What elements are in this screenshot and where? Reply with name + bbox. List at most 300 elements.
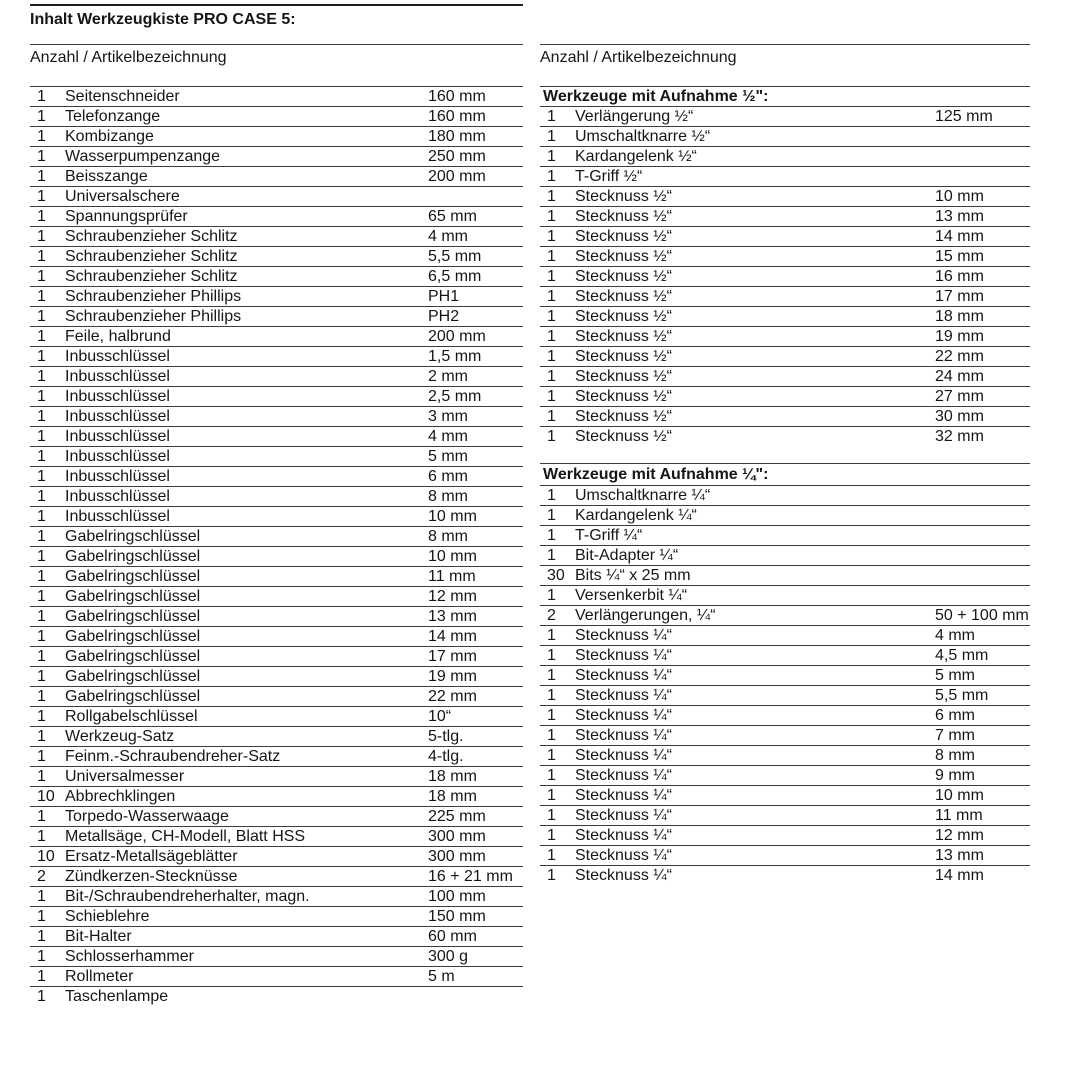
cell-name: Abbrechklingen — [65, 788, 176, 805]
table-row — [540, 326, 1030, 346]
cell-name: Stecknuss ½“ — [575, 328, 672, 345]
cell-size: 17 mm — [935, 287, 984, 305]
cell-qty: 1 — [547, 147, 556, 165]
table-row — [540, 865, 1030, 885]
cell-name: Stecknuss ¼“ — [575, 667, 672, 684]
cell-size: 225 mm — [428, 807, 486, 825]
quarter-inch-section-header — [540, 463, 1030, 485]
table-row — [30, 406, 523, 426]
table-row — [540, 106, 1030, 126]
cell-name: Schraubenzieher Schlitz — [65, 228, 238, 245]
table-row — [30, 786, 523, 806]
cell-name: Schraubenzieher Phillips — [65, 308, 242, 325]
cell-name: Rollmeter — [65, 968, 134, 985]
cell-name: Stecknuss ¼“ — [575, 747, 672, 764]
cell-size: 13 mm — [935, 207, 984, 225]
cell-name: Stecknuss ½“ — [575, 428, 672, 445]
cell-name: Stecknuss ½“ — [575, 348, 672, 365]
cell-name: Seitenschneider — [65, 88, 180, 105]
cell-qty: 1 — [37, 507, 46, 525]
section-header-label: Werkzeuge mit Aufnahme ¼": — [543, 465, 769, 483]
cell-size: 12 mm — [428, 587, 477, 605]
table-row — [540, 286, 1030, 306]
cell-name: Versenkerbit ¼“ — [575, 587, 688, 604]
cell-name: Stecknuss ½“ — [575, 388, 672, 405]
cell-qty: 2 — [547, 606, 556, 624]
cell-name: Stecknuss ¼“ — [575, 647, 672, 664]
cell-name: Universalschere — [65, 188, 180, 205]
table-row — [30, 766, 523, 786]
cell-name: Werkzeug-Satz — [65, 728, 175, 745]
table-row — [540, 725, 1030, 745]
cell-size: 4 mm — [428, 227, 468, 245]
cell-name: Inbusschlüssel — [65, 388, 170, 405]
cell-qty: 1 — [547, 846, 556, 864]
cell-qty: 1 — [37, 967, 46, 985]
cell-size: 22 mm — [935, 347, 984, 365]
cell-qty: 1 — [37, 667, 46, 685]
cell-name: Taschenlampe — [65, 988, 169, 1005]
cell-name: Inbusschlüssel — [65, 348, 170, 365]
cell-qty: 1 — [37, 347, 46, 365]
cell-size: 125 mm — [935, 107, 993, 125]
table-row — [540, 366, 1030, 386]
table-row — [30, 486, 523, 506]
cell-qty: 1 — [547, 307, 556, 325]
page-title: Inhalt Werkzeugkiste PRO CASE 5: — [30, 4, 523, 29]
cell-name: Bit-Adapter ¼“ — [575, 547, 679, 564]
cell-qty: 1 — [547, 287, 556, 305]
cell-name: Stecknuss ¼“ — [575, 767, 672, 784]
table-row — [540, 705, 1030, 725]
cell-name: Gabelringschlüssel — [65, 668, 201, 685]
cell-name: Stecknuss ½“ — [575, 368, 672, 385]
table-row — [30, 86, 523, 106]
cell-qty: 1 — [37, 267, 46, 285]
table-row — [540, 785, 1030, 805]
cell-name: Metallsäge, CH-Modell, Blatt HSS — [65, 828, 306, 845]
cell-qty: 1 — [547, 367, 556, 385]
cell-qty: 1 — [37, 247, 46, 265]
cell-name: Stecknuss ½“ — [575, 288, 672, 305]
cell-qty: 1 — [37, 647, 46, 665]
cell-size: PH1 — [428, 287, 460, 305]
cell-size: 18 mm — [935, 307, 984, 325]
table-row — [540, 246, 1030, 266]
cell-qty: 1 — [37, 687, 46, 705]
cell-name: Stecknuss ½“ — [575, 208, 672, 225]
cell-size: 10 mm — [935, 786, 984, 804]
cell-qty: 1 — [547, 167, 556, 185]
cell-name: Stecknuss ½“ — [575, 408, 672, 425]
table-row — [30, 386, 523, 406]
table-row — [540, 825, 1030, 845]
cell-size: 8 mm — [935, 746, 975, 764]
cell-size: 5-tlg. — [428, 727, 464, 745]
cell-name: Stecknuss ¼“ — [575, 707, 672, 724]
cell-size: 11 mm — [935, 806, 983, 824]
cell-size: 19 mm — [935, 327, 984, 345]
cell-size: 9 mm — [935, 766, 975, 784]
table-row — [540, 765, 1030, 785]
cell-name: Stecknuss ½“ — [575, 188, 672, 205]
table-row — [30, 886, 523, 906]
cell-qty: 1 — [37, 407, 46, 425]
table-row — [30, 466, 523, 486]
cell-name: Rollgabelschlüssel — [65, 708, 198, 725]
cell-size: 18 mm — [428, 767, 477, 785]
cell-qty: 1 — [37, 367, 46, 385]
cell-qty: 1 — [37, 467, 46, 485]
table-row — [540, 525, 1030, 545]
cell-qty: 1 — [547, 646, 556, 664]
cell-name: Zündkerzen-Stecknüsse — [65, 868, 238, 885]
cell-size: 14 mm — [935, 227, 984, 245]
cell-name: Kardangelenk ½“ — [575, 148, 697, 165]
cell-name: Beisszange — [65, 168, 148, 185]
cell-qty: 1 — [37, 487, 46, 505]
cell-name: Gabelringschlüssel — [65, 608, 201, 625]
cell-qty: 1 — [547, 726, 556, 744]
cell-qty: 1 — [37, 627, 46, 645]
cell-size: 12 mm — [935, 826, 984, 844]
table-row — [30, 826, 523, 846]
cell-name: Stecknuss ¼“ — [575, 687, 672, 704]
cell-size: 15 mm — [935, 247, 984, 265]
cell-name: Telefonzange — [65, 108, 161, 125]
cell-qty: 1 — [37, 107, 46, 125]
cell-size: 5 mm — [935, 666, 975, 684]
half-inch-section — [540, 86, 1030, 446]
cell-size: 4,5 mm — [935, 646, 989, 664]
cell-name: Inbusschlüssel — [65, 508, 170, 525]
cell-size: 19 mm — [428, 667, 477, 685]
table-row — [540, 625, 1030, 645]
table-row — [540, 845, 1030, 865]
cell-size: 24 mm — [935, 367, 984, 385]
cell-qty: 1 — [37, 147, 46, 165]
cell-qty: 1 — [547, 387, 556, 405]
cell-qty: 1 — [37, 447, 46, 465]
cell-name: Kardangelenk ¼“ — [575, 507, 697, 524]
cell-qty: 2 — [37, 867, 46, 885]
cell-qty: 1 — [37, 327, 46, 345]
table-row — [540, 665, 1030, 685]
cell-qty: 1 — [547, 746, 556, 764]
cell-qty: 1 — [547, 407, 556, 425]
table-row — [540, 186, 1030, 206]
cell-size: 60 mm — [428, 927, 477, 945]
cell-size: 200 mm — [428, 327, 486, 345]
cell-qty: 1 — [37, 87, 46, 105]
table-row — [30, 626, 523, 646]
column-header-right: Anzahl / Artikelbezeichnung — [540, 44, 1030, 67]
cell-qty: 1 — [37, 887, 46, 905]
cell-size: 300 mm — [428, 847, 486, 865]
cell-size: 5 mm — [428, 447, 468, 465]
cell-qty: 1 — [37, 987, 46, 1005]
quarter-inch-section — [540, 463, 1030, 885]
cell-name: Inbusschlüssel — [65, 408, 170, 425]
cell-name: Bits ¼“ x 25 mm — [575, 567, 691, 584]
table-row — [30, 806, 523, 826]
cell-name: Umschaltknarre ¼“ — [575, 487, 711, 504]
cell-name: Stecknuss ½“ — [575, 308, 672, 325]
table-row — [30, 546, 523, 566]
cell-qty: 1 — [37, 587, 46, 605]
cell-size: 100 mm — [428, 887, 486, 905]
cell-size: 10“ — [428, 707, 452, 725]
cell-name: Torpedo-Wasserwaage — [65, 808, 229, 825]
cell-size: 10 mm — [935, 187, 984, 205]
cell-name: Umschaltknarre ½“ — [575, 128, 711, 145]
table-row — [30, 746, 523, 766]
half-inch-section-header — [540, 86, 1030, 106]
cell-name: Stecknuss ¼“ — [575, 827, 672, 844]
table-row — [30, 426, 523, 446]
cell-name: Schraubenzieher Phillips — [65, 288, 242, 305]
cell-name: Gabelringschlüssel — [65, 688, 201, 705]
cell-name: Stecknuss ¼“ — [575, 787, 672, 804]
cell-size: 2 mm — [428, 367, 468, 385]
cell-name: Stecknuss ¼“ — [575, 867, 672, 884]
table-row — [30, 566, 523, 586]
cell-name: Stecknuss ½“ — [575, 228, 672, 245]
cell-qty: 1 — [547, 786, 556, 804]
cell-size: 300 mm — [428, 827, 486, 845]
table-row — [30, 586, 523, 606]
table-row — [30, 226, 523, 246]
table-row — [30, 246, 523, 266]
cell-qty: 30 — [547, 566, 565, 584]
table-row — [540, 406, 1030, 426]
cell-name: Spannungsprüfer — [65, 208, 188, 225]
table-row — [540, 545, 1030, 565]
cell-qty: 1 — [37, 287, 46, 305]
table-row — [30, 726, 523, 746]
table-row — [30, 866, 523, 886]
cell-qty: 1 — [37, 207, 46, 225]
table-row — [540, 166, 1030, 186]
table-row — [30, 946, 523, 966]
table-row — [30, 286, 523, 306]
cell-size: 17 mm — [428, 647, 477, 665]
cell-size: 6 mm — [935, 706, 975, 724]
cell-size: 8 mm — [428, 527, 468, 545]
table-row — [30, 686, 523, 706]
cell-qty: 1 — [547, 586, 556, 604]
cell-size: 22 mm — [428, 687, 477, 705]
cell-qty: 1 — [547, 187, 556, 205]
cell-name: Stecknuss ¼“ — [575, 847, 672, 864]
cell-name: Ersatz-Metallsägeblätter — [65, 848, 238, 865]
table-row — [540, 426, 1030, 446]
cell-qty: 1 — [547, 207, 556, 225]
cell-qty: 1 — [547, 826, 556, 844]
cell-qty: 1 — [37, 947, 46, 965]
cell-name: Schraubenzieher Schlitz — [65, 268, 238, 285]
table-row — [540, 605, 1030, 625]
cell-size: 8 mm — [428, 487, 468, 505]
cell-qty: 1 — [547, 267, 556, 285]
cell-size: PH2 — [428, 307, 460, 325]
cell-name: Gabelringschlüssel — [65, 648, 201, 665]
quarter-inch-rows — [540, 485, 1030, 885]
cell-name: Bit-/Schraubendreherhalter, magn. — [65, 888, 310, 905]
cell-size: 18 mm — [428, 787, 477, 805]
cell-qty: 1 — [547, 866, 556, 884]
table-row — [30, 526, 523, 546]
cell-name: Schraubenzieher Schlitz — [65, 248, 238, 265]
table-row — [540, 485, 1030, 505]
cell-size: 150 mm — [428, 907, 486, 925]
cell-qty: 1 — [547, 706, 556, 724]
cell-size: 160 mm — [428, 87, 486, 105]
cell-name: Inbusschlüssel — [65, 448, 170, 465]
section-header-label: Werkzeuge mit Aufnahme ½": — [543, 87, 769, 105]
cell-size: 300 g — [428, 947, 469, 965]
cell-name: Wasserpumpenzange — [65, 148, 221, 165]
cell-qty: 1 — [547, 327, 556, 345]
cell-name: Stecknuss ½“ — [575, 268, 672, 285]
cell-qty: 1 — [547, 766, 556, 784]
cell-size: 3 mm — [428, 407, 468, 425]
cell-qty: 1 — [37, 567, 46, 585]
column-header-left: Anzahl / Artikelbezeichnung — [30, 44, 523, 67]
cell-qty: 1 — [37, 427, 46, 445]
cell-qty: 1 — [37, 167, 46, 185]
cell-name: Schieblehre — [65, 908, 150, 925]
table-row — [30, 166, 523, 186]
table-row — [540, 386, 1030, 406]
cell-size: 16 mm — [935, 267, 984, 285]
cell-qty: 1 — [37, 907, 46, 925]
cell-size: 180 mm — [428, 127, 486, 145]
cell-size: 7 mm — [935, 726, 975, 744]
cell-qty: 1 — [37, 707, 46, 725]
cell-size: 5 m — [428, 967, 455, 985]
table-row — [30, 366, 523, 386]
cell-size: 5,5 mm — [935, 686, 989, 704]
cell-qty: 1 — [547, 686, 556, 704]
cell-qty: 1 — [547, 127, 556, 145]
cell-qty: 1 — [37, 547, 46, 565]
cell-qty: 1 — [547, 247, 556, 265]
table-row — [540, 565, 1030, 585]
cell-qty: 1 — [547, 546, 556, 564]
cell-size: 200 mm — [428, 167, 486, 185]
cell-qty: 1 — [37, 927, 46, 945]
cell-name: Inbusschlüssel — [65, 368, 170, 385]
half-inch-rows — [540, 106, 1030, 446]
cell-qty: 1 — [37, 227, 46, 245]
table-row — [30, 906, 523, 926]
cell-name: Inbusschlüssel — [65, 488, 170, 505]
cell-qty: 1 — [37, 307, 46, 325]
cell-name: Schlosserhammer — [65, 948, 194, 965]
cell-size: 14 mm — [428, 627, 477, 645]
table-row — [540, 805, 1030, 825]
cell-size: 16 + 21 mm — [428, 867, 513, 885]
cell-name: Inbusschlüssel — [65, 468, 170, 485]
cell-name: Universalmesser — [65, 768, 185, 785]
cell-name: Stecknuss ¼“ — [575, 727, 672, 744]
cell-qty: 1 — [547, 806, 556, 824]
cell-qty: 1 — [547, 347, 556, 365]
cell-name: T-Griff ½“ — [575, 168, 643, 185]
cell-qty: 1 — [547, 227, 556, 245]
cell-size: 65 mm — [428, 207, 477, 225]
table-row — [30, 446, 523, 466]
cell-qty: 1 — [547, 107, 556, 125]
cell-name: Verlängerungen, ¼“ — [575, 607, 716, 624]
cell-name: Gabelringschlüssel — [65, 548, 201, 565]
cell-name: Gabelringschlüssel — [65, 528, 201, 545]
table-row — [540, 585, 1030, 605]
table-row — [30, 666, 523, 686]
cell-qty: 1 — [547, 486, 556, 504]
cell-name: Gabelringschlüssel — [65, 588, 201, 605]
cell-size: 10 mm — [428, 547, 477, 565]
cell-size: 30 mm — [935, 407, 984, 425]
cell-size: 13 mm — [428, 607, 477, 625]
table-row — [30, 186, 523, 206]
cell-name: Gabelringschlüssel — [65, 628, 201, 645]
cell-name: Bit-Halter — [65, 928, 132, 945]
table-row — [30, 206, 523, 226]
table-row — [540, 226, 1030, 246]
table-row — [30, 346, 523, 366]
table-row — [30, 266, 523, 286]
table-row — [30, 146, 523, 166]
cell-qty: 1 — [37, 767, 46, 785]
cell-name: Stecknuss ¼“ — [575, 627, 672, 644]
cell-qty: 1 — [547, 626, 556, 644]
table-row — [30, 966, 523, 986]
cell-qty: 1 — [37, 747, 46, 765]
cell-name: Feile, halbrund — [65, 328, 171, 345]
cell-qty: 1 — [547, 506, 556, 524]
cell-name: T-Griff ¼“ — [575, 527, 643, 544]
cell-qty: 1 — [37, 727, 46, 745]
cell-name: Verlängerung ½“ — [575, 108, 694, 125]
table-row — [30, 606, 523, 626]
table-row — [30, 926, 523, 946]
cell-size: 1,5 mm — [428, 347, 482, 365]
cell-size: 6 mm — [428, 467, 468, 485]
cell-size: 10 mm — [428, 507, 477, 525]
cell-qty: 1 — [37, 387, 46, 405]
cell-size: 14 mm — [935, 866, 984, 884]
table-row — [540, 346, 1030, 366]
table-row — [540, 745, 1030, 765]
table-row — [30, 706, 523, 726]
cell-qty: 1 — [547, 526, 556, 544]
cell-qty: 10 — [37, 787, 55, 805]
table-row — [540, 266, 1030, 286]
cell-qty: 1 — [37, 827, 46, 845]
table-row — [30, 126, 523, 146]
table-row — [540, 206, 1030, 226]
cell-name: Inbusschlüssel — [65, 428, 170, 445]
cell-name: Gabelringschlüssel — [65, 568, 201, 585]
cell-size: 4 mm — [428, 427, 468, 445]
cell-size: 160 mm — [428, 107, 486, 125]
cell-size: 4 mm — [935, 626, 975, 644]
cell-size: 27 mm — [935, 387, 984, 405]
cell-qty: 1 — [37, 807, 46, 825]
cell-size: 2,5 mm — [428, 387, 482, 405]
